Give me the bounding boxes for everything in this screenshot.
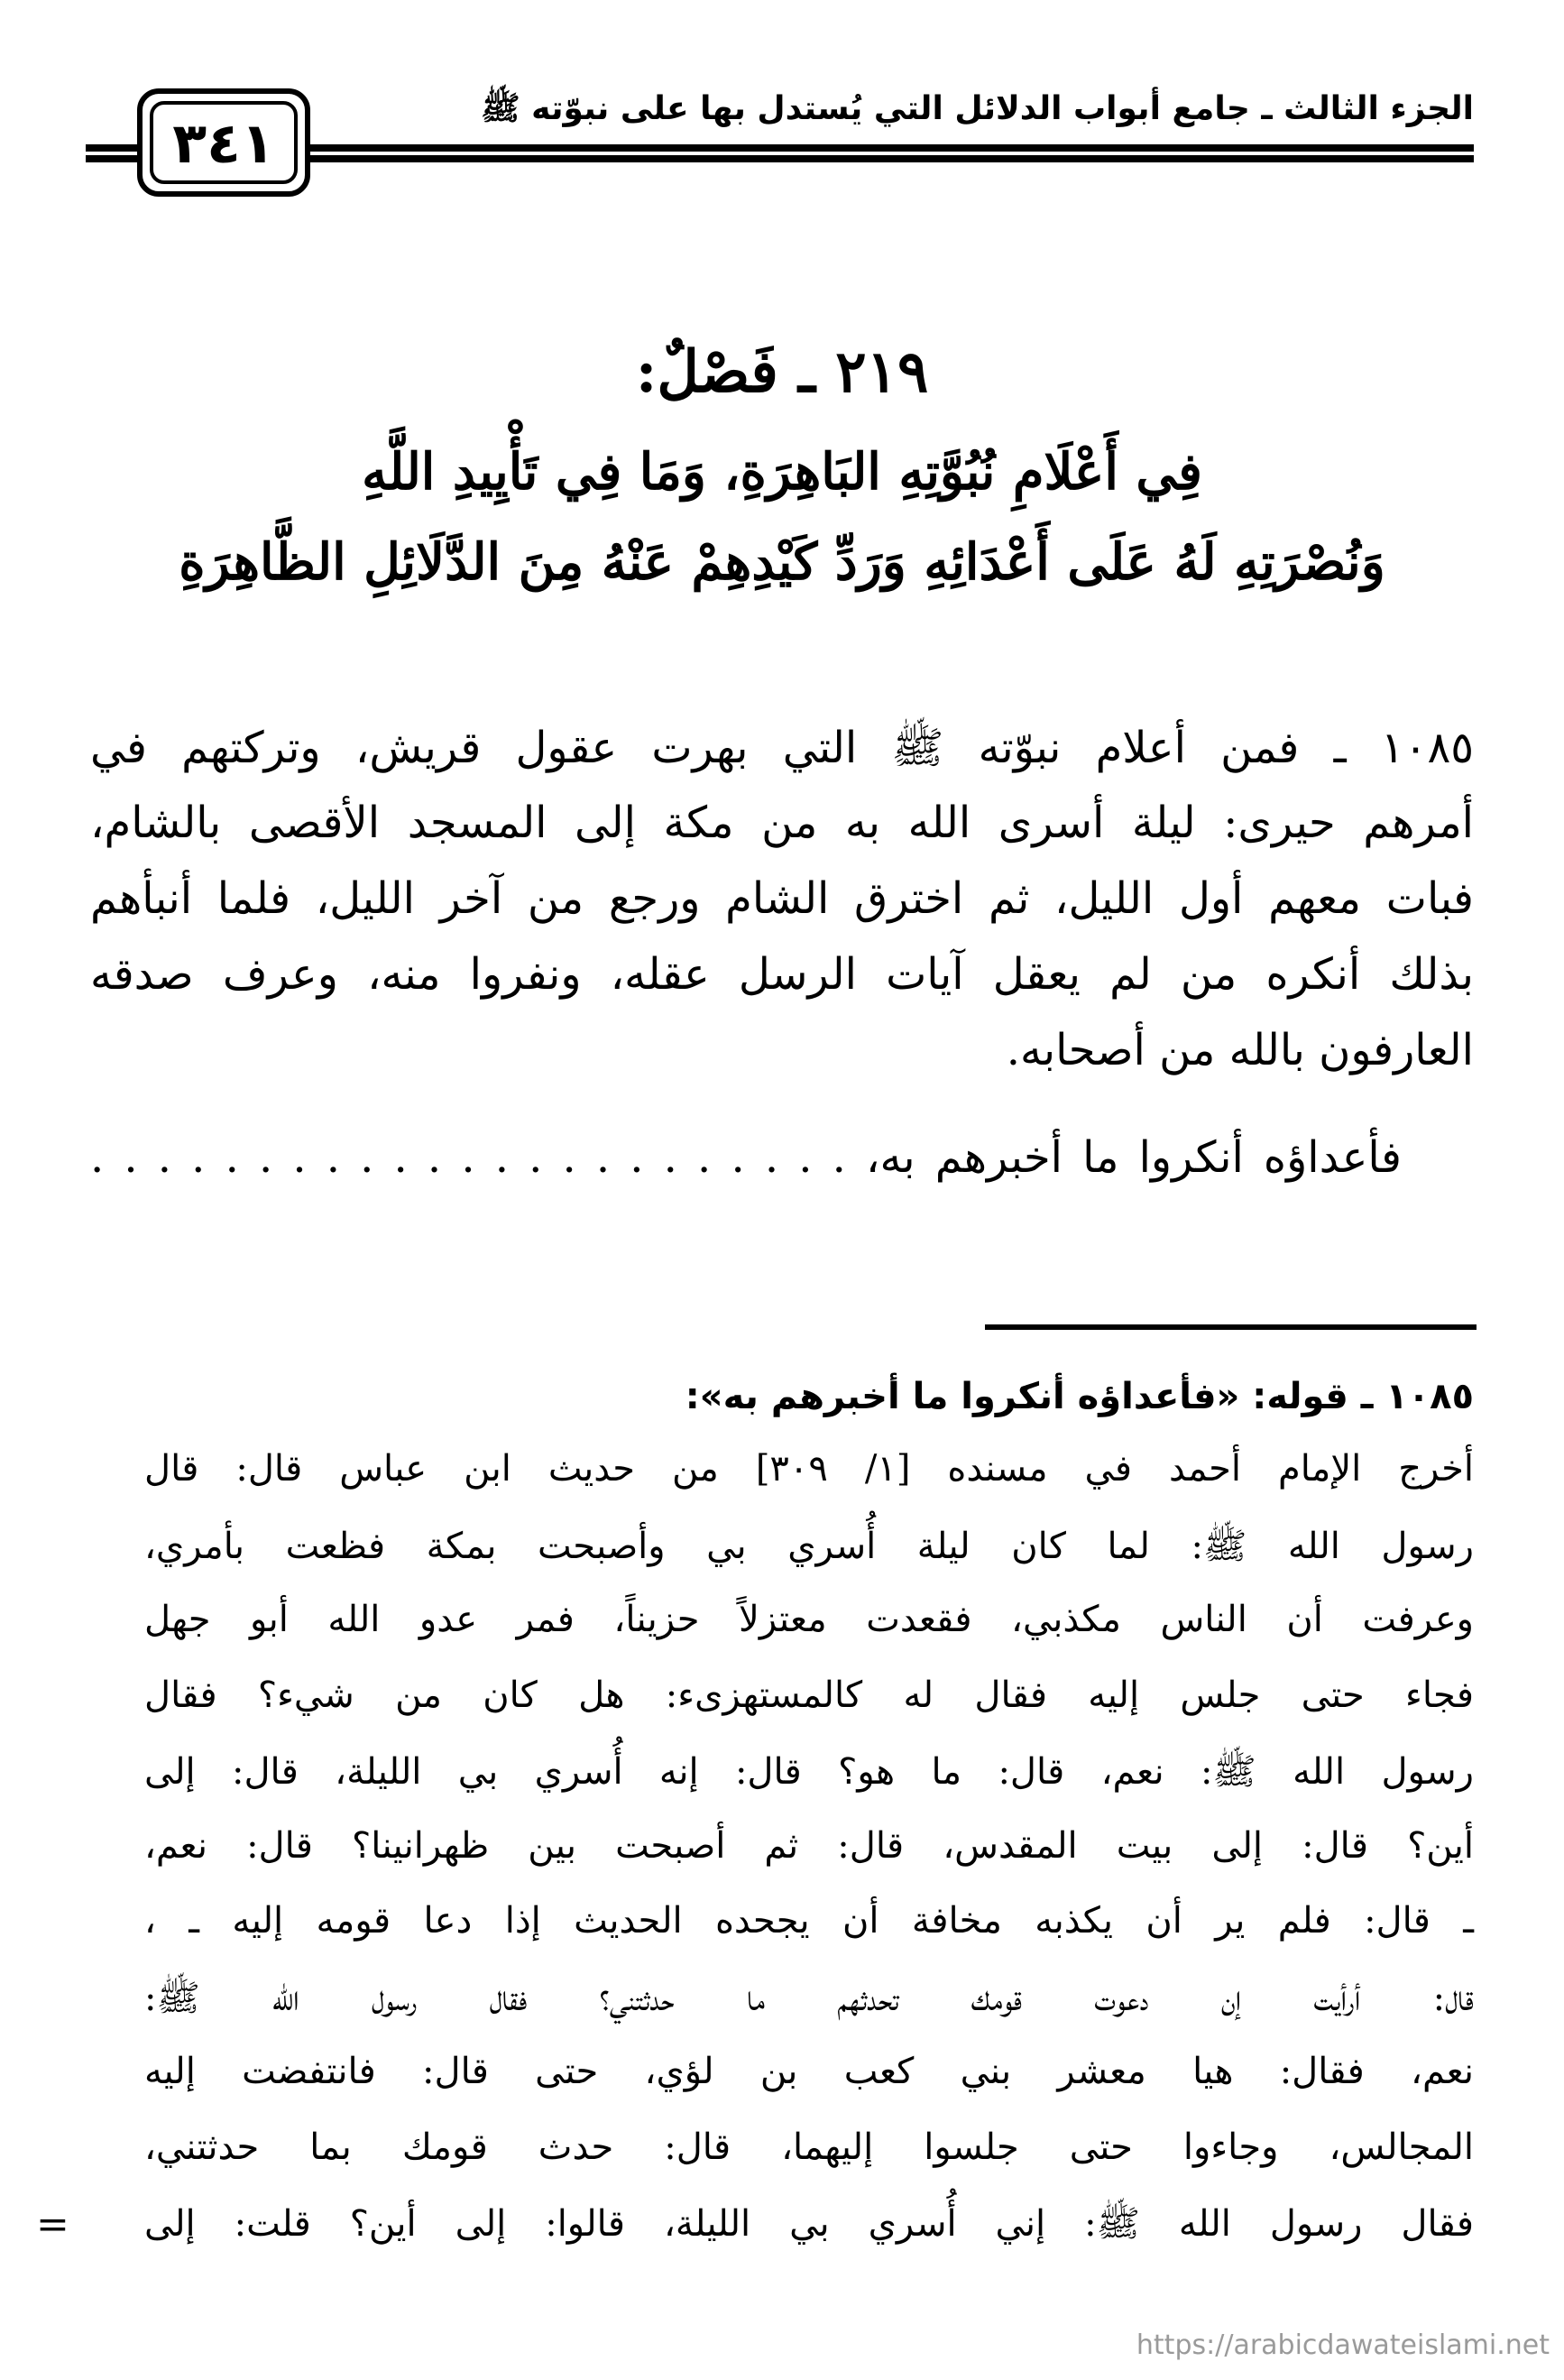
verse-line: فأعداؤه أنكروا ما أخبرهم به، . . . . . . . . . . . . . . . . . . . . . . . (90, 1132, 1402, 1183)
body-line: ١٠٨٥ ـ فمن أعلام نبوّته ﷺ التي بهرت عقول قريش، وتركتهم في (90, 723, 1475, 773)
footnote-line: فقال رسول الله ﷺ: إني أُسري بي الليلة، قالوا: إلى أين؟ قلت: إلى (144, 2203, 1474, 2245)
continuation-mark: = (36, 2201, 69, 2247)
section-subtitle-line: وَنُصْرَتِهِ لَهُ عَلَى أَعْدَائِهِ وَرَدِّ كَيْدِهِمْ عَنْهُ مِنَ الدَّلَائِلِ الظَّاهِرَةِ (179, 532, 1385, 592)
footnote-line: رسول الله ﷺ: نعم، قال: ما هو؟ قال: إنه أُسري بي الليلة، قال: إلى (144, 1751, 1474, 1793)
body-line: بذلك أنكره من لم يعقل آيات الرسل عقله، ونفروا منه، وعرف صدقه (90, 949, 1474, 1000)
body-line: أمرهم حيرى: ليلة أسرى الله به من مكة إلى المسجد الأقصى بالشام، (90, 798, 1475, 848)
footnote-line: قال: أرأيت إن دعوت قومك تحدثهم ما حدثتني؟ فقال رسول الله ﷺ: (144, 1977, 1474, 2019)
footnote-separator (985, 1324, 1477, 1330)
section-heading: ٢١٩ ـ فَصْلٌ: (635, 338, 929, 406)
footnote-line: وعرفت أن الناس مكذبي، فقعدت معتزلاً حزيناً، فمر عدو الله أبو جهل (144, 1599, 1474, 1640)
footnote-line: المجالس، وجاءوا حتى جلسوا إليهما، قال: حدث قومك بما حدثتني، (144, 2126, 1474, 2168)
footnote-line: ـ قال: فلم ير أن يكذبه مخافة أن يجحده الحديث إذا دعا قومه إليه ـ ، (144, 1900, 1474, 1942)
footnote-line: أين؟ قال: إلى بيت المقدس، قال: ثم أصبحت بين ظهرانينا؟ قال: نعم، (144, 1824, 1475, 1867)
body-line: العارفون بالله من أصحابه. (1006, 1025, 1474, 1075)
footnote-line: رسول الله ﷺ: لما كان ليلة أُسري بي وأصبحت بمكة فظعت بأمري، (144, 1525, 1474, 1567)
footnote-line: نعم، فقال: هيا معشر بني كعب بن لؤي، حتى قال: فانتفضت إليه (144, 2051, 1474, 2092)
body-line: فبات معهم أول الليل، ثم اخترق الشام ورجع من آخر الليل، فلما أنبأهم (90, 873, 1474, 924)
page-number: ٣٤١ (150, 101, 298, 184)
section-subtitle-line: فِي أَعْلَامِ نُبُوَّتِهِ البَاهِرَةِ، وَمَا فِي تَأْيِيدِ اللَّهِ (362, 442, 1202, 502)
watermark: https://arabicdawateislami.net (1136, 2329, 1550, 2361)
footnote-heading: ١٠٨٥ ـ قوله: «فأعداؤه أنكروا ما أخبرهم به»: (685, 1376, 1474, 1417)
footnote-line: أخرج الإمام أحمد في مسنده [١/ ٣٠٩] من حديث ابن عباس قال: قال (144, 1448, 1474, 1490)
footnote-line: فجاء حتى جلس إليه فقال له كالمستهزىء: هل كان من شيء؟ فقال (144, 1674, 1474, 1716)
running-title: الجزء الثالث ـ جامع أبواب الدلائل التي يُستدل بها على نبوّته ﷺ (481, 90, 1474, 127)
page-number-frame (137, 88, 310, 197)
